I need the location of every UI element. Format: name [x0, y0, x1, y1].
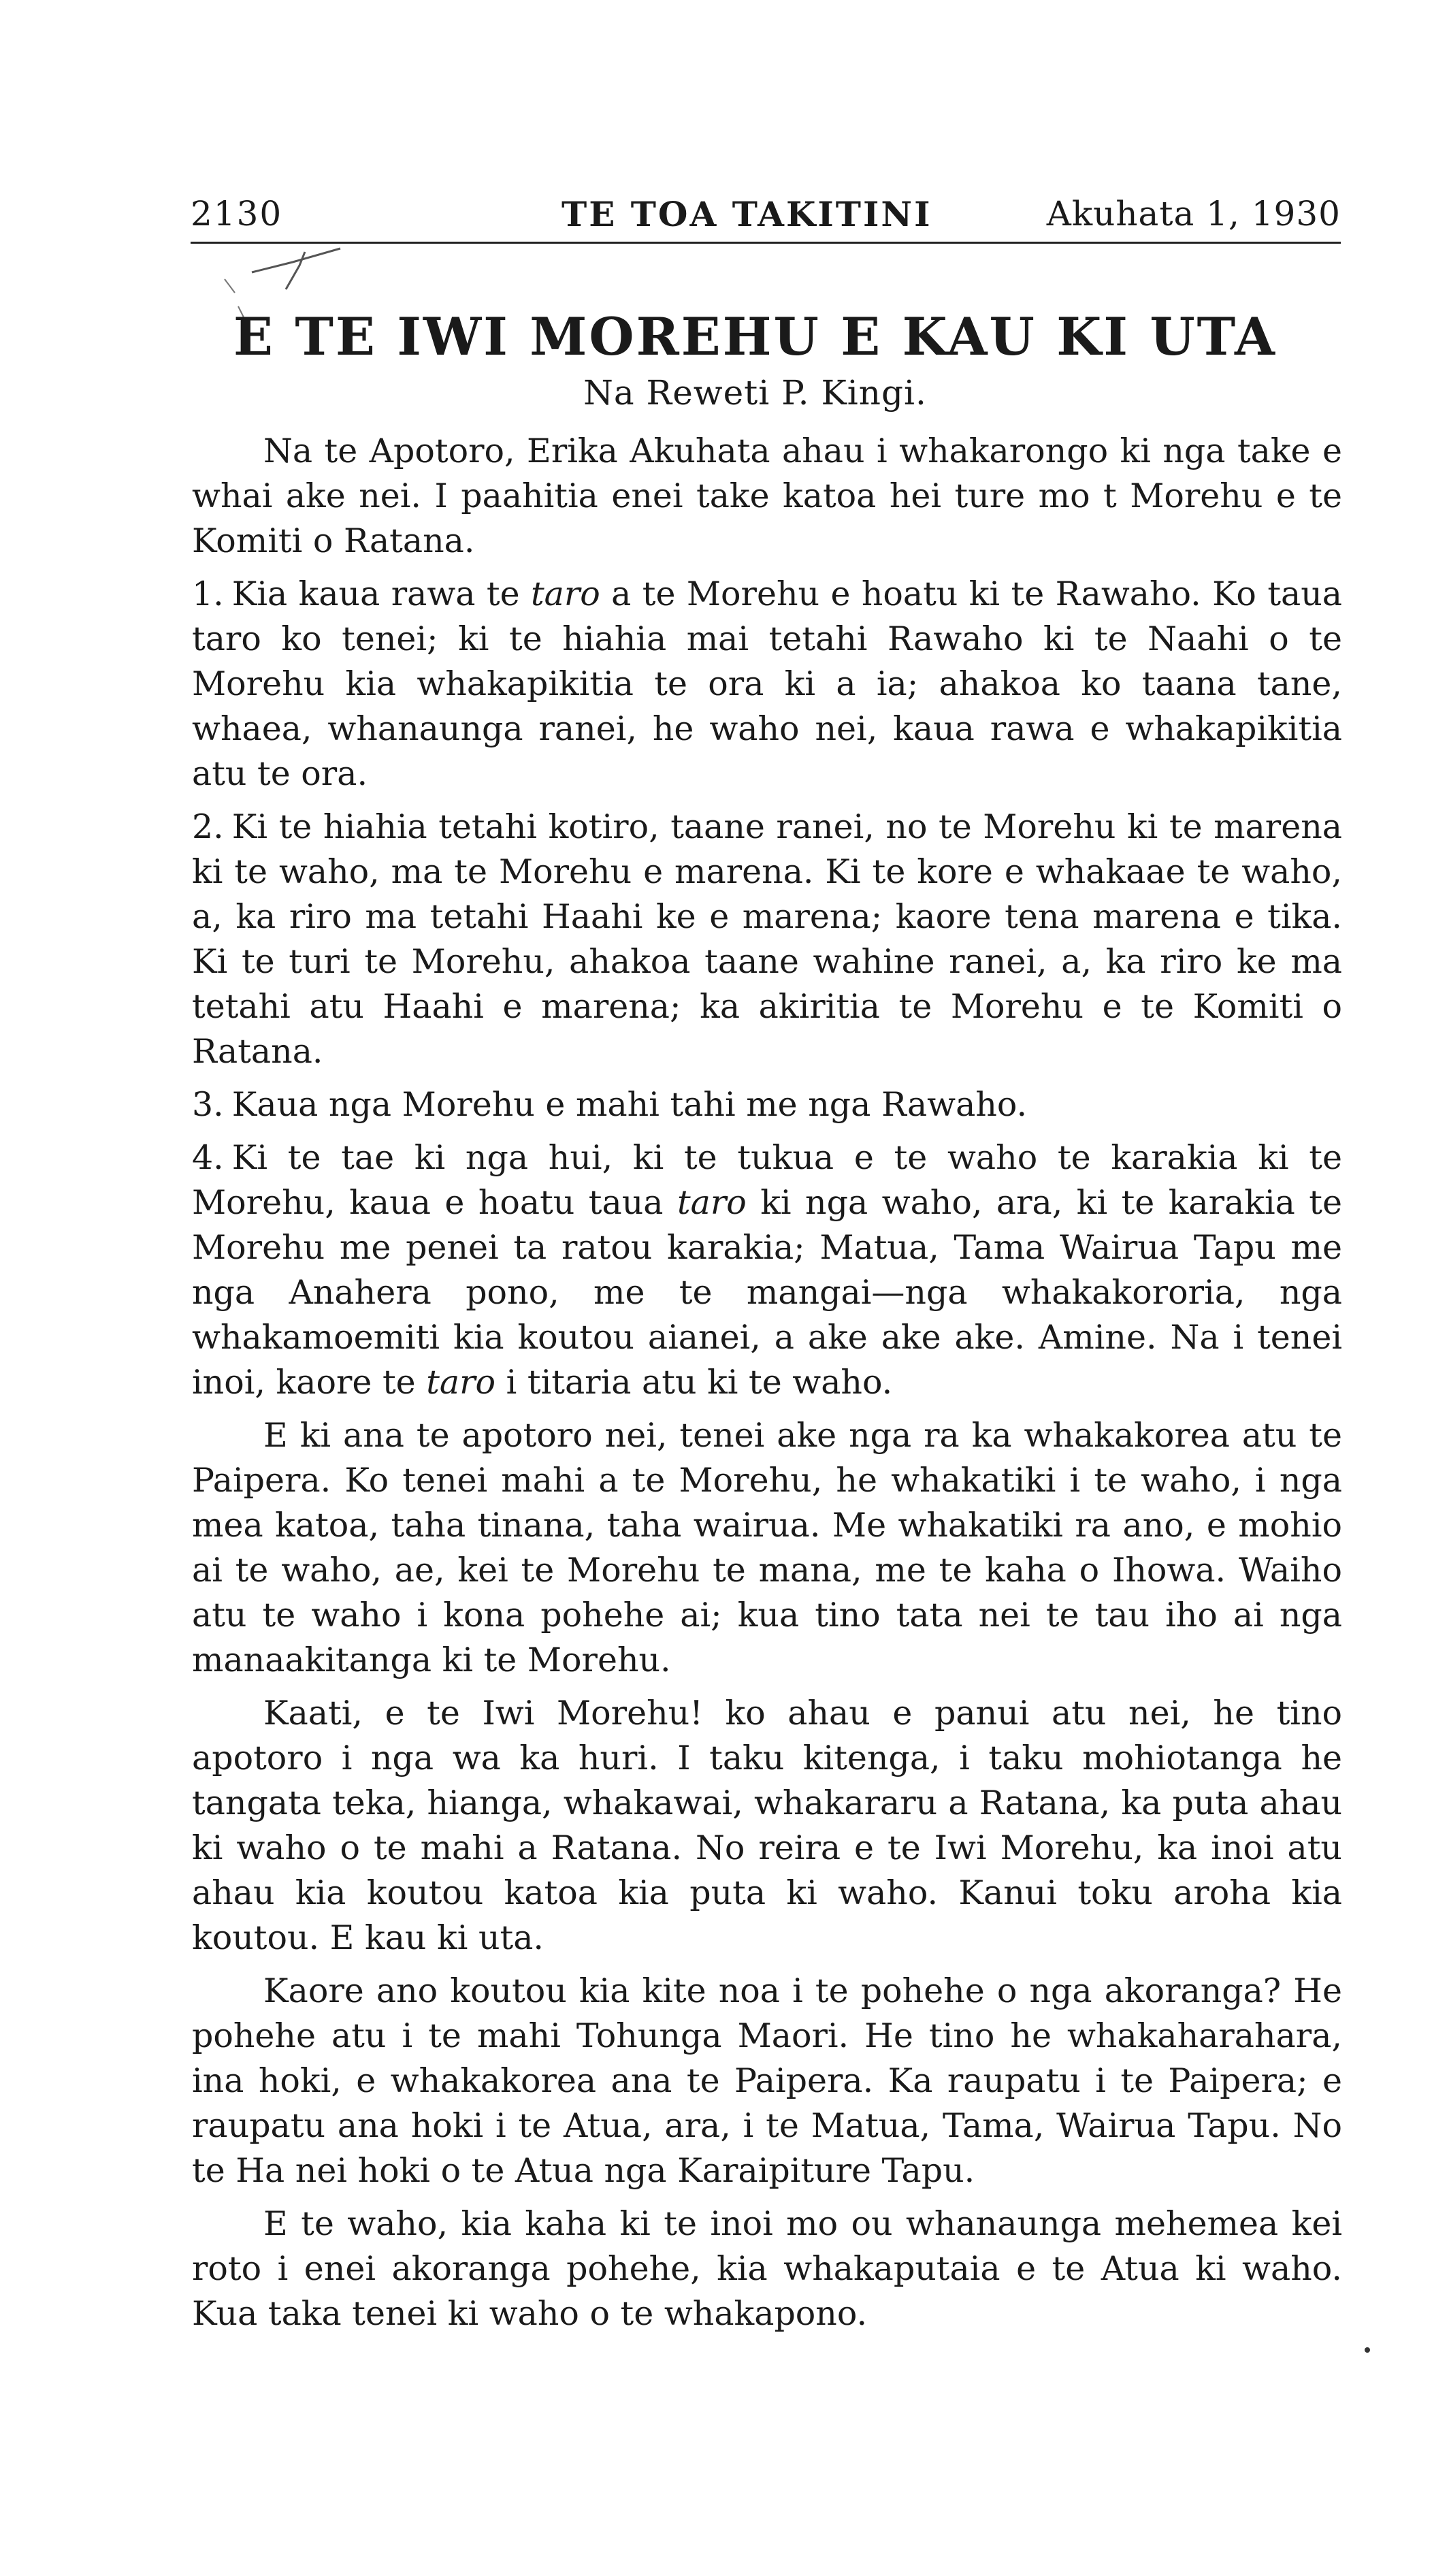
numbered-item-4 [192, 1136, 1342, 1405]
body-paragraph: E ki ana te apotoro nei, tenei ake nga ra ka whakakorea atu te Paipera. Ko tenei mahi a te Morehu, he whakatiki i te waho, i nga mea katoa, taha tinana, taha wairua. Me whakatiki ra ano, e mohio ai te waho, ae, kei te Morehu te mana, me te kaha o Ihowa. Waiho atu te waho i kona pohehe ai; kua tino tata nei te tau iho ai nga manaakitanga ki te Morehu. [192, 1416, 1342, 1679]
article-body [192, 429, 1342, 2345]
item-text: a te Morehu e hoatu ki te Rawaho. Ko taua taro ko tenei; ki te hiahia mai tetahi Rawaho ki te Naahi o te Morehu kia whakapikitia te ora ki a ia; ahakoa ko taana tane, whaea, whanaunga ranei, he waho nei, kaua rawa e whakapikitia atu te ora. [192, 575, 1342, 793]
item-text: i titaria atu ki te waho. [495, 1363, 893, 1402]
numbered-item-2 [192, 805, 1342, 1074]
article-title: E TE IWI MOREHU E KAU KI UTA [233, 306, 1277, 367]
item-emphasis: taro [677, 1183, 747, 1222]
item-emphasis: taro [530, 575, 600, 613]
issue-date: Akuhata 1, 1930 [1046, 194, 1341, 234]
item-number: 2. [192, 807, 224, 846]
item-text: Kia kaua rawa te [231, 575, 531, 613]
item-text: ki nga waho, ara, ki te karakia te Morehu me penei ta ratou karakia; Matua, Tama Wairua Tapu me nga Anahera pono, me te mangai—nga whakakororia, nga whakamoemiti kia koutou aianei, a ake ake ake. Amine. Na i tenei inoi, kaore te [192, 1183, 1342, 1402]
page-number: 2130 [191, 194, 283, 234]
body-paragraph: E te waho, kia kaha ki te inoi mo ou whanaunga mehemea kei roto i enei akoranga pohehe, kia whakaputaia e te Atua ki waho. Kua taka tenei ki waho o te whakapono. [192, 2204, 1342, 2333]
publication-title: TE TOA TAKITINI [561, 194, 932, 234]
numbered-item-3 [192, 1082, 1342, 1127]
item-text: Ki te tae ki nga hui, ki te tukua e te waho te karakia ki te Morehu, kaua e hoatu taua [192, 1138, 1342, 1222]
item-number: 1. [192, 575, 224, 613]
body-paragraph: Kaati, e te Iwi Morehu! ko ahau e panui atu nei, he tino apotoro i nga wa ka huri. I taku kitenga, i taku mohiotanga he tangata teka, hianga, whakawai, whakararu a Ratana, ka puta ahau ki waho o te mahi a Ratana. No reira e te Iwi Morehu, ka inoi atu ahau kia koutou katoa kia puta ki waho. Kanui toku aroha kia koutou. E kau ki uta. [192, 1694, 1342, 1957]
article-byline: Na Reweti P. Kingi. [583, 373, 927, 413]
item-text: Kaua nga Morehu e mahi tahi me nga Rawaho. [231, 1085, 1028, 1124]
ink-speck [1365, 2347, 1370, 2353]
item-number: 4. [192, 1138, 224, 1177]
body-paragraph: Kaore ano koutou kia kite noa i te pohehe o nga akoranga? He pohehe atu i te mahi Tohunga Maori. He tino he whakaharahara, ina hoki, e whakakorea ana te Paipera. Ka raupatu i te Paipera; e raupatu ana hoki i te Atua, ara, i te Matua, Tama, Wairua Tapu. No te Ha nei hoki o te Atua nga Karaipiture Tapu. [192, 1971, 1342, 2190]
intro-paragraph: Na te Apotoro, Erika Akuhata ahau i whakarongo ki nga take e whai ake nei. I paahitia enei take katoa hei ture mo t Morehu e te Komiti o Ratana. [192, 432, 1342, 560]
item-text: Ki te hiahia tetahi kotiro, taane ranei, no te Morehu ki te marena ki te waho, ma te Morehu e marena. Ki te kore e whakaae te waho, a, ka riro ma tetahi Haahi ke e marena; kaore tena marena e tika. Ki te turi te Morehu, ahakoa taane wahine ranei, a, ka riro ke ma tetahi atu Haahi e marena; ka akiritia te Morehu e te Komiti o Ratana. [192, 807, 1342, 1071]
item-number: 3. [192, 1085, 224, 1124]
item-emphasis: taro [426, 1363, 496, 1402]
numbered-item-1 [192, 572, 1342, 796]
